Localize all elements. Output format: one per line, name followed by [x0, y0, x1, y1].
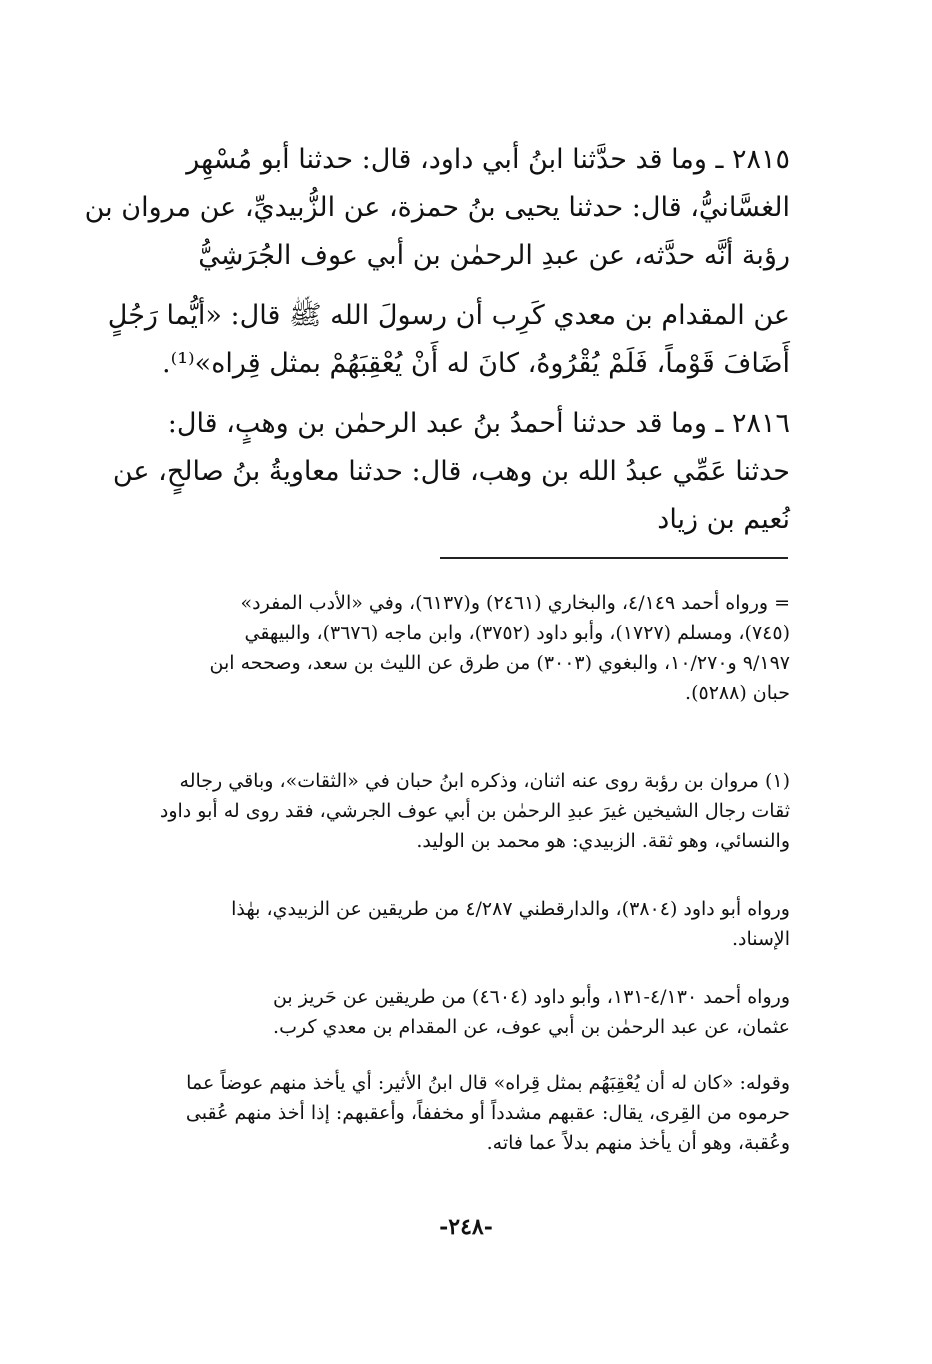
text-line: رؤبة أنَّه حدَّثه، عن عبدِ الرحمٰن بن أبي عوف الجُرَشِيُّ — [198, 240, 790, 271]
footnote-continued — [78, 588, 790, 708]
footnote-line: حرموه من القِرى، يقال: عقبهم مشدداً أو مخففاً، وأعقبهم: إذا أخذ منهم عُقبى — [185, 1102, 790, 1124]
footnote-line: (٧٤٥)، ومسلم (١٧٢٧)، وأبو داود (٣٧٥٢)، وابن ماجه (٣٦٧٦)، والبيهقي — [244, 622, 790, 644]
footnote-line: ٩/١٩٧ و١٠/٢٧٠، والبغوي (٣٠٠٣) من طرق عن الليث بن سعد، وصححه ابن — [209, 652, 790, 674]
footnote-line: وعُقبة، وهو أن يأخذ منهم بدلاً عما فاته. — [486, 1132, 790, 1154]
text-line: ٢٨١٥ ـ وما قد حدَّثنا ابنُ أبي داود، قال: حدثنا أبو مُسْهِر — [186, 144, 790, 175]
footnote-line: عثمان، عن عبد الرحمٰن بن أبي عوف، عن المقدام بن معدي كرب. — [273, 1016, 790, 1038]
text-line: حدثنا عَمِّي عبدُ الله بن وهب، قال: حدثنا معاويةُ بنُ صالحٍ، عن — [112, 456, 790, 487]
footnote-line: ورواه أحمد ٤/١٣٠-١٣١، وأبو داود (٤٦٠٤) من طريقين عن حَريز بن — [272, 986, 790, 1008]
hadith-2815-paragraph — [78, 136, 790, 280]
footnote-line: (١) مروان بن رؤبة روى عنه اثنان، وذكره ابنُ حبان في «الثقات»، وباقي رجاله — [179, 770, 790, 792]
text-line: نُعيم بن زياد — [657, 504, 790, 535]
footnote-line: والنسائي، وهو ثقة. الزبيدي: هو محمد بن الوليد. — [416, 830, 790, 852]
footnote-line: = ورواه أحمد ٤/١٤٩، والبخاري (٢٤٦١) و(٦١٣٧)، وفي «الأدب المفرد» — [240, 592, 790, 614]
footnote-line: الإسناد. — [731, 928, 790, 950]
footnote-line: حبان (٥٢٨٨). — [685, 682, 790, 704]
footnote-1 — [78, 766, 790, 856]
footnote-line: وقوله: «كان له أن يُعْقِبَهُم بمثل قِراه» قال ابنُ الأثير: أي يأخذ منهم عوضاً عما — [186, 1072, 790, 1094]
page-number: -٢٤٨- — [439, 1214, 493, 1240]
text-line: أَضَافَ قَوْماً، فَلَمْ يُقْرُوهُ، كانَ له أَنْ يُعْقِبَهُمْ بمثل قِراه»⁽¹⁾. — [162, 348, 790, 379]
footnote-paragraph — [78, 982, 790, 1042]
footnote-paragraph — [78, 1068, 790, 1158]
text-line: الغسَّانيُّ، قال: حدثنا يحيى بنُ حمزة، عن الزُّبيديِّ، عن مروان بن — [84, 192, 790, 223]
text-line: عن المقدام بن معدي كَرِب أن رسولَ الله ﷺ قال: «أيُّما رَجُلٍ — [107, 300, 790, 331]
footnote-line: ورواه أبو داود (٣٨٠٤)، والدارقطني ٤/٢٨٧ من طريقين عن الزبيدي، بهٰذا — [231, 898, 790, 920]
footnote-line: ثقات رجال الشيخين غيرَ عبدِ الرحمٰن بن أبي عوف الجرشي، فقد روى له أبو داود — [159, 800, 790, 822]
text-line: ٢٨١٦ ـ وما قد حدثنا أحمدُ بنُ عبد الرحمٰن بن وهبٍ، قال: — [167, 408, 790, 439]
footnote-separator — [440, 557, 788, 559]
footnote-paragraph — [78, 894, 790, 954]
hadith-2816-paragraph — [78, 400, 790, 544]
hadith-text-paragraph — [78, 292, 790, 388]
